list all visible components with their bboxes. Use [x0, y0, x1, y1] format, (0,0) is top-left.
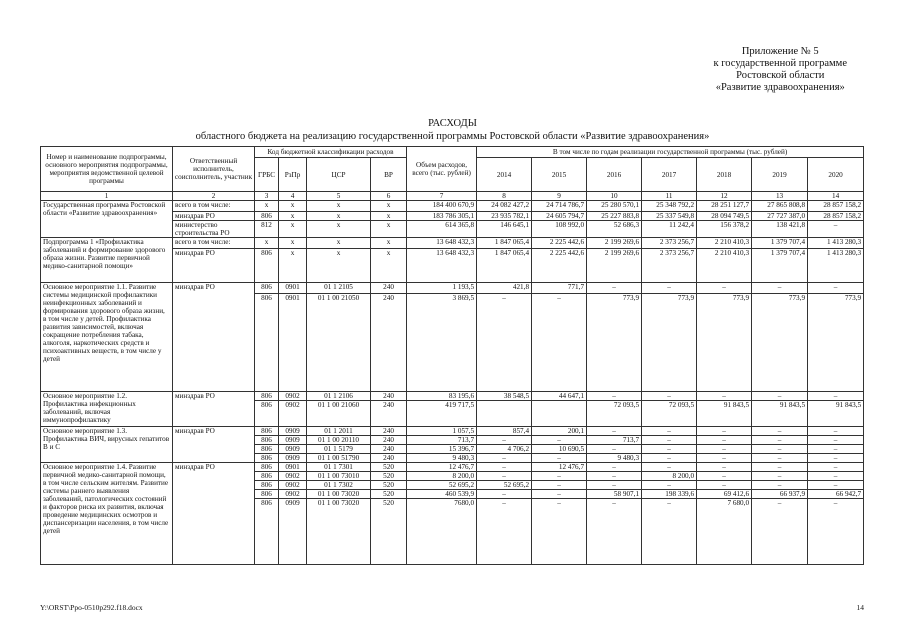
- header-rzpr: РзПр: [279, 158, 307, 192]
- table-row: [41, 463, 864, 472]
- year-value-cell: –: [752, 283, 808, 294]
- csr-cell: x: [307, 221, 371, 238]
- total-volume-cell: 52 695,2: [407, 481, 477, 490]
- table-row: [41, 427, 864, 436]
- year-value-cell: –: [808, 427, 864, 436]
- table-body: [41, 201, 864, 565]
- year-value-cell: 2 373 256,7: [642, 249, 697, 283]
- csr-cell: x: [307, 249, 371, 283]
- total-volume-cell: 8 200,0: [407, 472, 477, 481]
- column-number-cell: 12: [697, 192, 752, 201]
- vr-cell: x: [371, 221, 407, 238]
- year-value-cell: 773,9: [642, 294, 697, 392]
- year-value-cell: 28 857 158,2: [808, 212, 864, 221]
- year-value-cell: –: [697, 445, 752, 454]
- header-vr: ВР: [371, 158, 407, 192]
- header-grbs: ГРБС: [255, 158, 279, 192]
- csr-cell: 01 1 00 73020: [307, 499, 371, 565]
- row-executor-cell: минздрав РО: [173, 212, 255, 221]
- vr-cell: x: [371, 238, 407, 249]
- year-value-cell: 2 373 256,7: [642, 238, 697, 249]
- header-year: 2017: [642, 158, 697, 192]
- grbs-cell: 806: [255, 472, 279, 481]
- rzpr-cell: 0909: [279, 445, 307, 454]
- total-volume-cell: 184 400 670,9: [407, 201, 477, 212]
- year-value-cell: 773,9: [808, 294, 864, 392]
- rzpr-cell: 0909: [279, 499, 307, 565]
- vr-cell: 240: [371, 401, 407, 427]
- year-value-cell: 1 379 707,4: [752, 238, 808, 249]
- year-value-cell: 1 847 065,4: [477, 249, 532, 283]
- year-value-cell: –: [752, 454, 808, 463]
- csr-cell: x: [307, 238, 371, 249]
- header-code-group: Код бюджетной классификации расходов: [255, 147, 407, 158]
- year-value-cell: 28 251 127,7: [697, 201, 752, 212]
- vr-cell: 240: [371, 445, 407, 454]
- vr-cell: 240: [371, 454, 407, 463]
- year-value-cell: –: [697, 427, 752, 436]
- year-value-cell: –: [697, 283, 752, 294]
- year-value-cell: 52 695,2: [477, 481, 532, 490]
- column-number-cell: 13: [752, 192, 808, 201]
- column-number-cell: 8: [477, 192, 532, 201]
- header-csr: ЦСР: [307, 158, 371, 192]
- table-row: [41, 392, 864, 401]
- column-number-cell: 6: [371, 192, 407, 201]
- total-volume-cell: 1 193,5: [407, 283, 477, 294]
- grbs-cell: 806: [255, 499, 279, 565]
- csr-cell: 01 1 00 73010: [307, 472, 371, 481]
- appendix-line: к государственной программе: [713, 58, 847, 69]
- year-value-cell: –: [587, 472, 642, 481]
- vr-cell: x: [371, 212, 407, 221]
- rzpr-cell: 0909: [279, 454, 307, 463]
- grbs-cell: 806: [255, 445, 279, 454]
- footer-page-number: 14: [856, 603, 864, 612]
- header-volume: Объем расходов, всего (тыс. рублей): [407, 147, 477, 192]
- total-volume-cell: 614 365,8: [407, 221, 477, 238]
- rzpr-cell: 0902: [279, 472, 307, 481]
- row-executor-cell: минздрав РО: [173, 392, 255, 427]
- appendix-line: Ростовской области: [736, 70, 825, 81]
- row-name-cell: Основное мероприятие 1.3. Профилактика ВИЧ, вирусных гепатитов В и С: [41, 427, 173, 463]
- year-value-cell: –: [642, 481, 697, 490]
- year-value-cell: –: [587, 481, 642, 490]
- year-value-cell: 11 242,4: [642, 221, 697, 238]
- year-value-cell: –: [697, 436, 752, 445]
- column-number-cell: 1: [41, 192, 173, 201]
- year-value-cell: –: [752, 499, 808, 565]
- year-value-cell: –: [477, 472, 532, 481]
- total-volume-cell: 1 057,5: [407, 427, 477, 436]
- year-value-cell: 156 378,2: [697, 221, 752, 238]
- vr-cell: 520: [371, 463, 407, 472]
- year-value-cell: –: [808, 392, 864, 401]
- document-title: [0, 118, 905, 143]
- grbs-cell: 806: [255, 463, 279, 472]
- header-year: 2014: [477, 158, 532, 192]
- vr-cell: 520: [371, 499, 407, 565]
- year-value-cell: 1 413 280,3: [808, 249, 864, 283]
- year-value-cell: –: [752, 481, 808, 490]
- rzpr-cell: x: [279, 249, 307, 283]
- year-value-cell: 421,8: [477, 283, 532, 294]
- header-year: 2016: [587, 158, 642, 192]
- expenses-table: [40, 146, 864, 565]
- grbs-cell: 806: [255, 249, 279, 283]
- vr-cell: 240: [371, 283, 407, 294]
- header-year: 2019: [752, 158, 808, 192]
- year-value-cell: –: [587, 445, 642, 454]
- row-executor-cell: минздрав РО: [173, 427, 255, 463]
- year-value-cell: –: [477, 454, 532, 463]
- year-value-cell: 9 480,3: [587, 454, 642, 463]
- year-value-cell: –: [808, 445, 864, 454]
- year-value-cell: –: [477, 294, 532, 392]
- year-value-cell: –: [808, 454, 864, 463]
- year-value-cell: –: [532, 499, 587, 565]
- year-value-cell: 25 280 570,1: [587, 201, 642, 212]
- year-value-cell: 91 843,5: [697, 401, 752, 427]
- year-value-cell: 25 348 792,2: [642, 201, 697, 212]
- vr-cell: 240: [371, 427, 407, 436]
- grbs-cell: 806: [255, 427, 279, 436]
- year-value-cell: 28 857 158,2: [808, 201, 864, 212]
- rzpr-cell: 0901: [279, 283, 307, 294]
- grbs-cell: x: [255, 201, 279, 212]
- title-line-2: областного бюджета на реализацию государственной программы Ростовской области «Развитие здравоохранения»: [195, 130, 710, 142]
- year-value-cell: –: [532, 454, 587, 463]
- rzpr-cell: 0902: [279, 490, 307, 499]
- year-value-cell: 28 094 749,5: [697, 212, 752, 221]
- row-name-cell: Основное мероприятие 1.4. Развитие первичной медико-санитарной помощи, в том числе сельским жителям. Развитие системы раннего выявления заболеваний, патологических состояний и факторов риска их развития, включая проведение медицинских осмотров и диспансеризации населения, в том числе детей: [41, 463, 173, 565]
- year-value-cell: –: [642, 454, 697, 463]
- column-number-cell: 11: [642, 192, 697, 201]
- year-value-cell: –: [587, 427, 642, 436]
- rzpr-cell: 0902: [279, 401, 307, 427]
- year-value-cell: 66 937,9: [752, 490, 808, 499]
- appendix-line: Приложение № 5: [741, 46, 819, 57]
- column-number-cell: 5: [307, 192, 371, 201]
- header-executor: Ответственный исполнитель, соисполнитель, участник: [173, 147, 255, 192]
- row-executor-cell: всего в том числе:: [173, 201, 255, 212]
- year-value-cell: 91 843,5: [808, 401, 864, 427]
- header-year: 2020: [808, 158, 864, 192]
- rzpr-cell: 0902: [279, 481, 307, 490]
- grbs-cell: 806: [255, 283, 279, 294]
- column-number-cell: 14: [808, 192, 864, 201]
- year-value-cell: 146 645,1: [477, 221, 532, 238]
- year-value-cell: –: [697, 454, 752, 463]
- year-value-cell: 24 605 794,7: [532, 212, 587, 221]
- rzpr-cell: x: [279, 221, 307, 238]
- csr-cell: 01 1 7302: [307, 481, 371, 490]
- total-volume-cell: 3 869,5: [407, 294, 477, 392]
- total-volume-cell: 7680,0: [407, 499, 477, 565]
- column-number-cell: 3: [255, 192, 279, 201]
- year-value-cell: 23 935 782,1: [477, 212, 532, 221]
- year-value-cell: 25 337 549,8: [642, 212, 697, 221]
- vr-cell: 240: [371, 294, 407, 392]
- year-value-cell: –: [697, 392, 752, 401]
- grbs-cell: 806: [255, 392, 279, 401]
- year-value-cell: [477, 401, 532, 427]
- header-year: 2015: [532, 158, 587, 192]
- header-year: 2018: [697, 158, 752, 192]
- year-value-cell: 91 843,5: [752, 401, 808, 427]
- total-volume-cell: 9 480,3: [407, 454, 477, 463]
- year-value-cell: –: [808, 481, 864, 490]
- year-value-cell: –: [587, 283, 642, 294]
- vr-cell: x: [371, 201, 407, 212]
- row-name-cell: Основное мероприятие 1.2. Профилактика инфекционных заболеваний, включая иммунопрофилактику: [41, 392, 173, 427]
- year-value-cell: 771,7: [532, 283, 587, 294]
- total-volume-cell: 83 195,6: [407, 392, 477, 401]
- total-volume-cell: 419 717,5: [407, 401, 477, 427]
- year-value-cell: –: [532, 490, 587, 499]
- csr-cell: 01 1 00 21050: [307, 294, 371, 392]
- vr-cell: 240: [371, 392, 407, 401]
- year-value-cell: 27 727 387,0: [752, 212, 808, 221]
- vr-cell: 520: [371, 490, 407, 499]
- year-value-cell: 12 476,7: [532, 463, 587, 472]
- total-volume-cell: 183 786 305,1: [407, 212, 477, 221]
- column-number-cell: 9: [532, 192, 587, 201]
- year-value-cell: –: [697, 481, 752, 490]
- year-value-cell: –: [477, 499, 532, 565]
- csr-cell: 01 1 00 20110: [307, 436, 371, 445]
- year-value-cell: 2 225 442,6: [532, 249, 587, 283]
- rzpr-cell: x: [279, 238, 307, 249]
- csr-cell: x: [307, 201, 371, 212]
- year-value-cell: 58 907,1: [587, 490, 642, 499]
- year-value-cell: 108 992,0: [532, 221, 587, 238]
- grbs-cell: 806: [255, 294, 279, 392]
- rzpr-cell: 0901: [279, 294, 307, 392]
- year-value-cell: –: [587, 463, 642, 472]
- year-value-cell: 2 210 410,3: [697, 238, 752, 249]
- year-value-cell: 72 093,5: [642, 401, 697, 427]
- year-value-cell: –: [477, 490, 532, 499]
- year-value-cell: –: [752, 463, 808, 472]
- year-value-cell: –: [532, 481, 587, 490]
- row-name-cell: Подпрограмма 1 «Профилактика заболеваний и формирование здорового образа жизни. Развитие первичной медико-санитарной помощи»: [41, 238, 173, 283]
- grbs-cell: 812: [255, 221, 279, 238]
- total-volume-cell: 13 648 432,3: [407, 249, 477, 283]
- year-value-cell: –: [808, 283, 864, 294]
- total-volume-cell: 12 476,7: [407, 463, 477, 472]
- csr-cell: 01 1 2105: [307, 283, 371, 294]
- year-value-cell: –: [808, 221, 864, 238]
- grbs-cell: x: [255, 238, 279, 249]
- grbs-cell: 806: [255, 436, 279, 445]
- year-value-cell: 2 225 442,6: [532, 238, 587, 249]
- column-number-cell: 7: [407, 192, 477, 201]
- csr-cell: 01 1 2106: [307, 392, 371, 401]
- year-value-cell: –: [532, 436, 587, 445]
- year-value-cell: 2 210 410,3: [697, 249, 752, 283]
- table-row: [41, 201, 864, 212]
- year-value-cell: –: [752, 472, 808, 481]
- year-value-cell: –: [642, 392, 697, 401]
- year-value-cell: –: [587, 499, 642, 565]
- year-value-cell: 200,1: [532, 427, 587, 436]
- total-volume-cell: 15 396,7: [407, 445, 477, 454]
- grbs-cell: 806: [255, 481, 279, 490]
- year-value-cell: –: [752, 445, 808, 454]
- year-value-cell: 1 847 065,4: [477, 238, 532, 249]
- row-executor-cell: минздрав РО: [173, 249, 255, 283]
- year-value-cell: 1 379 707,4: [752, 249, 808, 283]
- table-row: [41, 283, 864, 294]
- year-value-cell: –: [642, 283, 697, 294]
- csr-cell: 01 1 2011: [307, 427, 371, 436]
- vr-cell: 520: [371, 481, 407, 490]
- year-value-cell: 138 421,8: [752, 221, 808, 238]
- year-value-cell: –: [642, 499, 697, 565]
- year-value-cell: –: [697, 463, 752, 472]
- year-value-cell: 7 680,0: [697, 499, 752, 565]
- rzpr-cell: 0909: [279, 427, 307, 436]
- year-value-cell: 66 942,7: [808, 490, 864, 499]
- year-value-cell: 8 200,0: [642, 472, 697, 481]
- total-volume-cell: 13 648 432,3: [407, 238, 477, 249]
- grbs-cell: 806: [255, 490, 279, 499]
- appendix-line: «Развитие здравоохранения»: [715, 82, 845, 93]
- csr-cell: 01 1 00 51790: [307, 454, 371, 463]
- year-value-cell: 773,9: [752, 294, 808, 392]
- year-value-cell: 72 093,5: [587, 401, 642, 427]
- rzpr-cell: 0901: [279, 463, 307, 472]
- rzpr-cell: 0902: [279, 392, 307, 401]
- title-line-1: РАСХОДЫ: [428, 118, 477, 129]
- column-number-cell: 4: [279, 192, 307, 201]
- rzpr-cell: x: [279, 201, 307, 212]
- year-value-cell: –: [642, 463, 697, 472]
- year-value-cell: –: [752, 392, 808, 401]
- year-value-cell: –: [808, 436, 864, 445]
- csr-cell: 01 1 7301: [307, 463, 371, 472]
- year-value-cell: 713,7: [587, 436, 642, 445]
- year-value-cell: 773,9: [587, 294, 642, 392]
- grbs-cell: 806: [255, 212, 279, 221]
- year-value-cell: 4 706,2: [477, 445, 532, 454]
- year-value-cell: 773,9: [697, 294, 752, 392]
- year-value-cell: 1 413 280,3: [808, 238, 864, 249]
- rzpr-cell: 0909: [279, 436, 307, 445]
- year-value-cell: –: [808, 463, 864, 472]
- year-value-cell: 2 199 269,6: [587, 249, 642, 283]
- appendix-block: [714, 46, 847, 94]
- year-value-cell: 10 690,5: [532, 445, 587, 454]
- footer-file-path: Y:\ORST\Ppo-0510p292.f18.docx: [40, 603, 143, 612]
- year-value-cell: 25 227 883,8: [587, 212, 642, 221]
- total-volume-cell: 713,7: [407, 436, 477, 445]
- header-name: Номер и наименование подпрограммы, основного мероприятия подпрограммы, мероприятия ведомственной целевой программы: [41, 147, 173, 192]
- year-value-cell: 44 647,1: [532, 392, 587, 401]
- year-value-cell: –: [752, 427, 808, 436]
- year-value-cell: –: [697, 472, 752, 481]
- row-executor-cell: министерство строительства РО: [173, 221, 255, 238]
- row-name-cell: Основное мероприятие 1.1. Развитие системы медицинской профилактики неинфекционных заболеваний и формирования здорового образа жизни, в том числе у детей. Профилактика развития зависимостей, включая сокращение потребления табака, алкоголя, наркотических средств и психоактивных веществ, в том числе у детей: [41, 283, 173, 392]
- csr-cell: x: [307, 212, 371, 221]
- year-value-cell: 857,4: [477, 427, 532, 436]
- year-value-cell: –: [752, 436, 808, 445]
- vr-cell: 240: [371, 436, 407, 445]
- year-value-cell: [532, 401, 587, 427]
- column-number-cell: 10: [587, 192, 642, 201]
- year-value-cell: –: [642, 427, 697, 436]
- csr-cell: 01 1 00 73020: [307, 490, 371, 499]
- row-executor-cell: минздрав РО: [173, 463, 255, 565]
- rzpr-cell: x: [279, 212, 307, 221]
- row-name-cell: Государственная программа Ростовской области «Развитие здравоохранения»: [41, 201, 173, 238]
- csr-cell: 01 1 5179: [307, 445, 371, 454]
- row-executor-cell: всего в том числе:: [173, 238, 255, 249]
- year-value-cell: –: [532, 472, 587, 481]
- row-executor-cell: минздрав РО: [173, 283, 255, 392]
- year-value-cell: –: [532, 294, 587, 392]
- total-volume-cell: 460 539,9: [407, 490, 477, 499]
- year-value-cell: 24 714 786,7: [532, 201, 587, 212]
- year-value-cell: –: [477, 463, 532, 472]
- year-value-cell: –: [808, 472, 864, 481]
- vr-cell: x: [371, 249, 407, 283]
- column-number-cell: 2: [173, 192, 255, 201]
- header-years-group: В том числе по годам реализации государственной программы (тыс. рублей): [477, 147, 864, 158]
- year-value-cell: –: [477, 436, 532, 445]
- year-value-cell: –: [642, 445, 697, 454]
- year-value-cell: –: [587, 392, 642, 401]
- year-value-cell: 52 686,3: [587, 221, 642, 238]
- vr-cell: 520: [371, 472, 407, 481]
- table-row: [41, 238, 864, 249]
- column-number-row: [41, 192, 864, 201]
- grbs-cell: 806: [255, 454, 279, 463]
- year-value-cell: 27 865 808,8: [752, 201, 808, 212]
- year-value-cell: –: [642, 436, 697, 445]
- year-value-cell: –: [808, 499, 864, 565]
- year-value-cell: 2 199 269,6: [587, 238, 642, 249]
- year-value-cell: 198 339,6: [642, 490, 697, 499]
- year-value-cell: 24 082 427,2: [477, 201, 532, 212]
- year-value-cell: 69 412,6: [697, 490, 752, 499]
- grbs-cell: 806: [255, 401, 279, 427]
- year-value-cell: 38 548,5: [477, 392, 532, 401]
- csr-cell: 01 1 00 21060: [307, 401, 371, 427]
